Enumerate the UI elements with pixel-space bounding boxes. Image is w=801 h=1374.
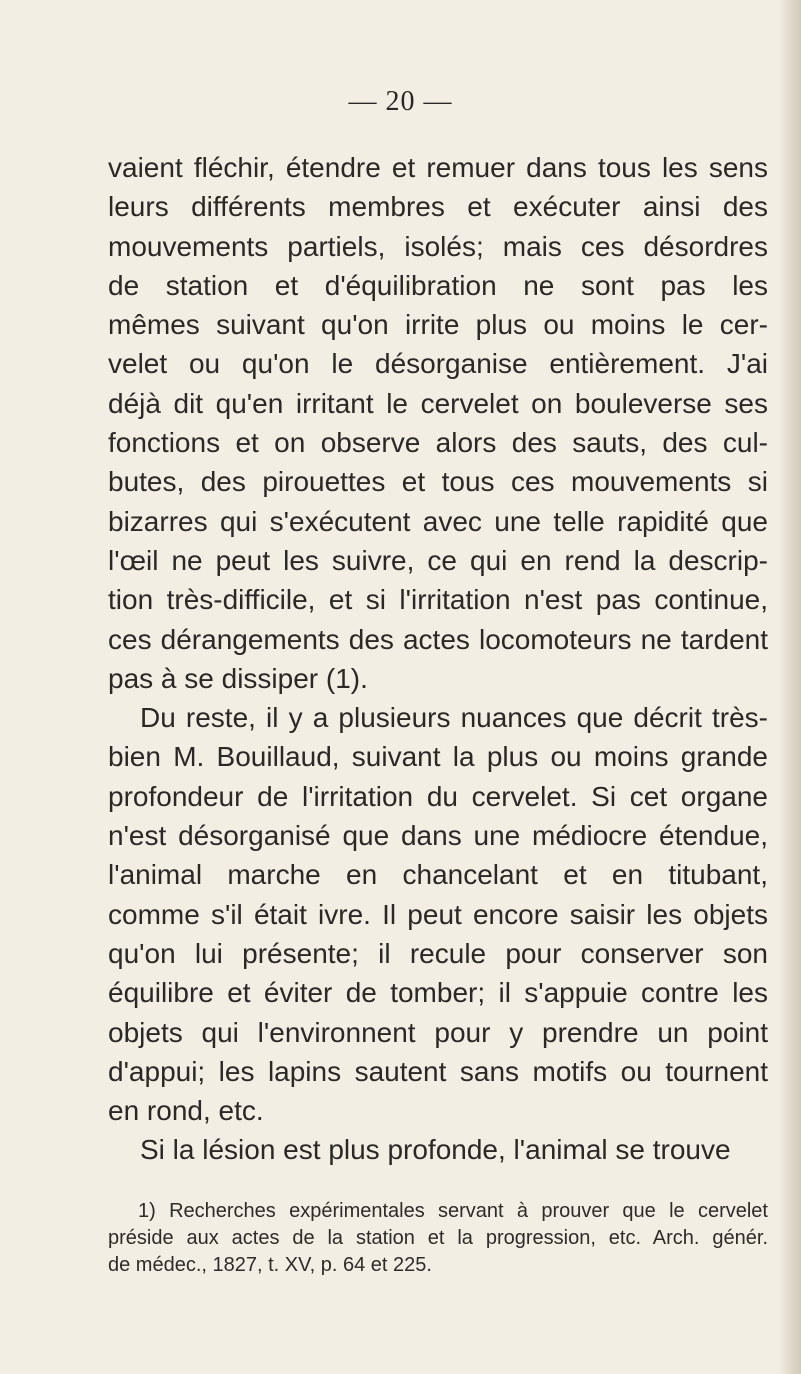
text-line: en rond, etc. — [108, 1095, 264, 1127]
page-number-header: — 20 — — [348, 86, 453, 117]
text-line: comme s'il était ivre. Il peut encore saisir les objets — [108, 898, 768, 930]
text-line: objets qui l'environnent pour y prendre un point — [108, 1016, 768, 1048]
text-line: l'animal marche en chancelant et en titubant, — [108, 859, 768, 891]
main-text-block — [108, 148, 768, 1170]
text-line: vaient fléchir, étendre et remuer dans tous les sens — [108, 152, 768, 183]
text-line: bizarres qui s'exécutent avec une telle rapidité que — [108, 505, 768, 537]
text-line: fonctions et on observe alors des sauts, des cul- — [108, 427, 768, 459]
text-line: qu'on lui présente; il recule pour conserver son — [108, 937, 768, 969]
text-line: velet ou qu'on le désorganise entièrement. J'ai — [108, 348, 768, 380]
text-line: butes, des pirouettes et tous ces mouvements si — [108, 466, 768, 498]
text-line: profondeur de l'irritation du cervelet. Si cet organe — [108, 780, 768, 812]
text-line: d'appui; les lapins sautent sans motifs ou tournent — [108, 1055, 768, 1087]
footnote-line: 1) Recherches expérimentales servant à prouver que le cervelet — [138, 1200, 768, 1222]
footnote-block — [108, 1198, 768, 1279]
text-line: tion très-difficile, et si l'irritation n'est pas continue, — [108, 584, 768, 616]
text-line: bien M. Bouillaud, suivant la plus ou moins grande — [108, 741, 768, 773]
text-line: déjà dit qu'en irritant le cervelet on bouleverse ses — [108, 387, 768, 419]
footnote-line: préside aux actes de la station et la progression, etc. Arch. génér. — [108, 1227, 768, 1249]
page-edge-shadow — [779, 0, 801, 1374]
text-line: Du reste, il y a plusieurs nuances que décrit très- — [140, 702, 768, 734]
footnote-line: de médec., 1827, t. XV, p. 64 et 225. — [108, 1254, 432, 1276]
text-line: pas à se dissiper (1). — [108, 662, 368, 694]
text-line: équilibre et éviter de tomber; il s'appuie contre les — [108, 977, 768, 1009]
text-line: Si la lésion est plus profonde, l'animal se trouve — [140, 1134, 731, 1166]
text-line: ces dérangements des actes locomoteurs ne tardent — [108, 623, 768, 655]
text-line: leurs différents membres et exécuter ainsi des — [108, 191, 768, 223]
text-line: de station et d'équilibration ne sont pas les — [108, 269, 768, 301]
text-line: l'œil ne peut les suivre, ce qui en rend la descrip- — [108, 544, 768, 576]
text-line: mêmes suivant qu'on irrite plus ou moins le cer- — [108, 309, 768, 341]
text-line: mouvements partiels, isolés; mais ces désordres — [108, 230, 768, 262]
text-line: n'est désorganisé que dans une médiocre étendue, — [108, 820, 768, 852]
